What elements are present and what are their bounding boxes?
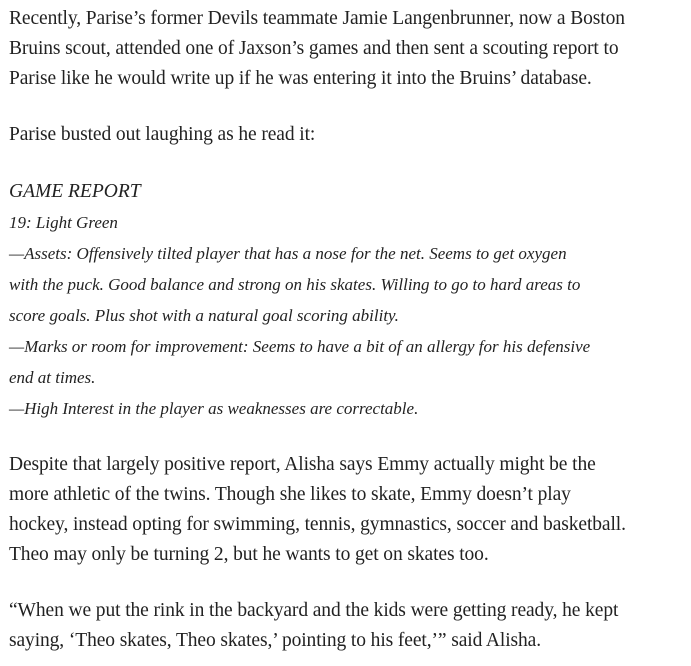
game-report-line: —Assets: Offensively tilted player that has a nose for the net. Seems to get oxygen (9, 244, 567, 263)
paragraph-theo-quote (9, 596, 689, 656)
paragraph-scouting-intro (9, 4, 689, 94)
game-report-line: with the puck. Good balance and strong on his skates. Willing to go to hard areas to (9, 275, 581, 294)
text-line: Parise like he would write up if he was entering it into the Bruins’ database. (9, 68, 592, 89)
game-report-block (9, 176, 689, 424)
paragraph-laughing (9, 120, 689, 150)
text-line: Bruins scout, attended one of Jaxson’s games and then sent a scouting report to (9, 38, 619, 59)
text-line: hockey, instead opting for swimming, tennis, gymnastics, soccer and basketball. (9, 514, 626, 535)
game-report-line: score goals. Plus shot with a natural goal scoring ability. (9, 306, 399, 325)
game-report-line: —Marks or room for improvement: Seems to have a bit of an allergy for his defensive (9, 337, 591, 356)
article-body (9, 4, 689, 656)
text-line: Recently, Parise’s former Devils teammate Jamie Langenbrunner, now a Boston (9, 8, 625, 29)
game-report-player: 19: Light Green (9, 213, 118, 232)
game-report-line: —High Interest in the player as weaknesses are correctable. (9, 399, 419, 418)
text-line: saying, ‘Theo skates, Theo skates,’ pointing to his feet,’” said Alisha. (9, 630, 542, 651)
text-line: Parise busted out laughing as he read it: (9, 124, 316, 145)
text-line: Theo may only be turning 2, but he wants to get on skates too. (9, 544, 489, 565)
text-line: “When we put the rink in the backyard and the kids were getting ready, he kept (9, 600, 619, 621)
text-line: Despite that largely positive report, Alisha says Emmy actually might be the (9, 454, 596, 475)
text-line: more athletic of the twins. Though she likes to skate, Emmy doesn’t play (9, 484, 571, 505)
game-report-line: end at times. (9, 368, 96, 387)
game-report-title: GAME REPORT (9, 181, 141, 202)
paragraph-emmy-athletic (9, 450, 689, 570)
